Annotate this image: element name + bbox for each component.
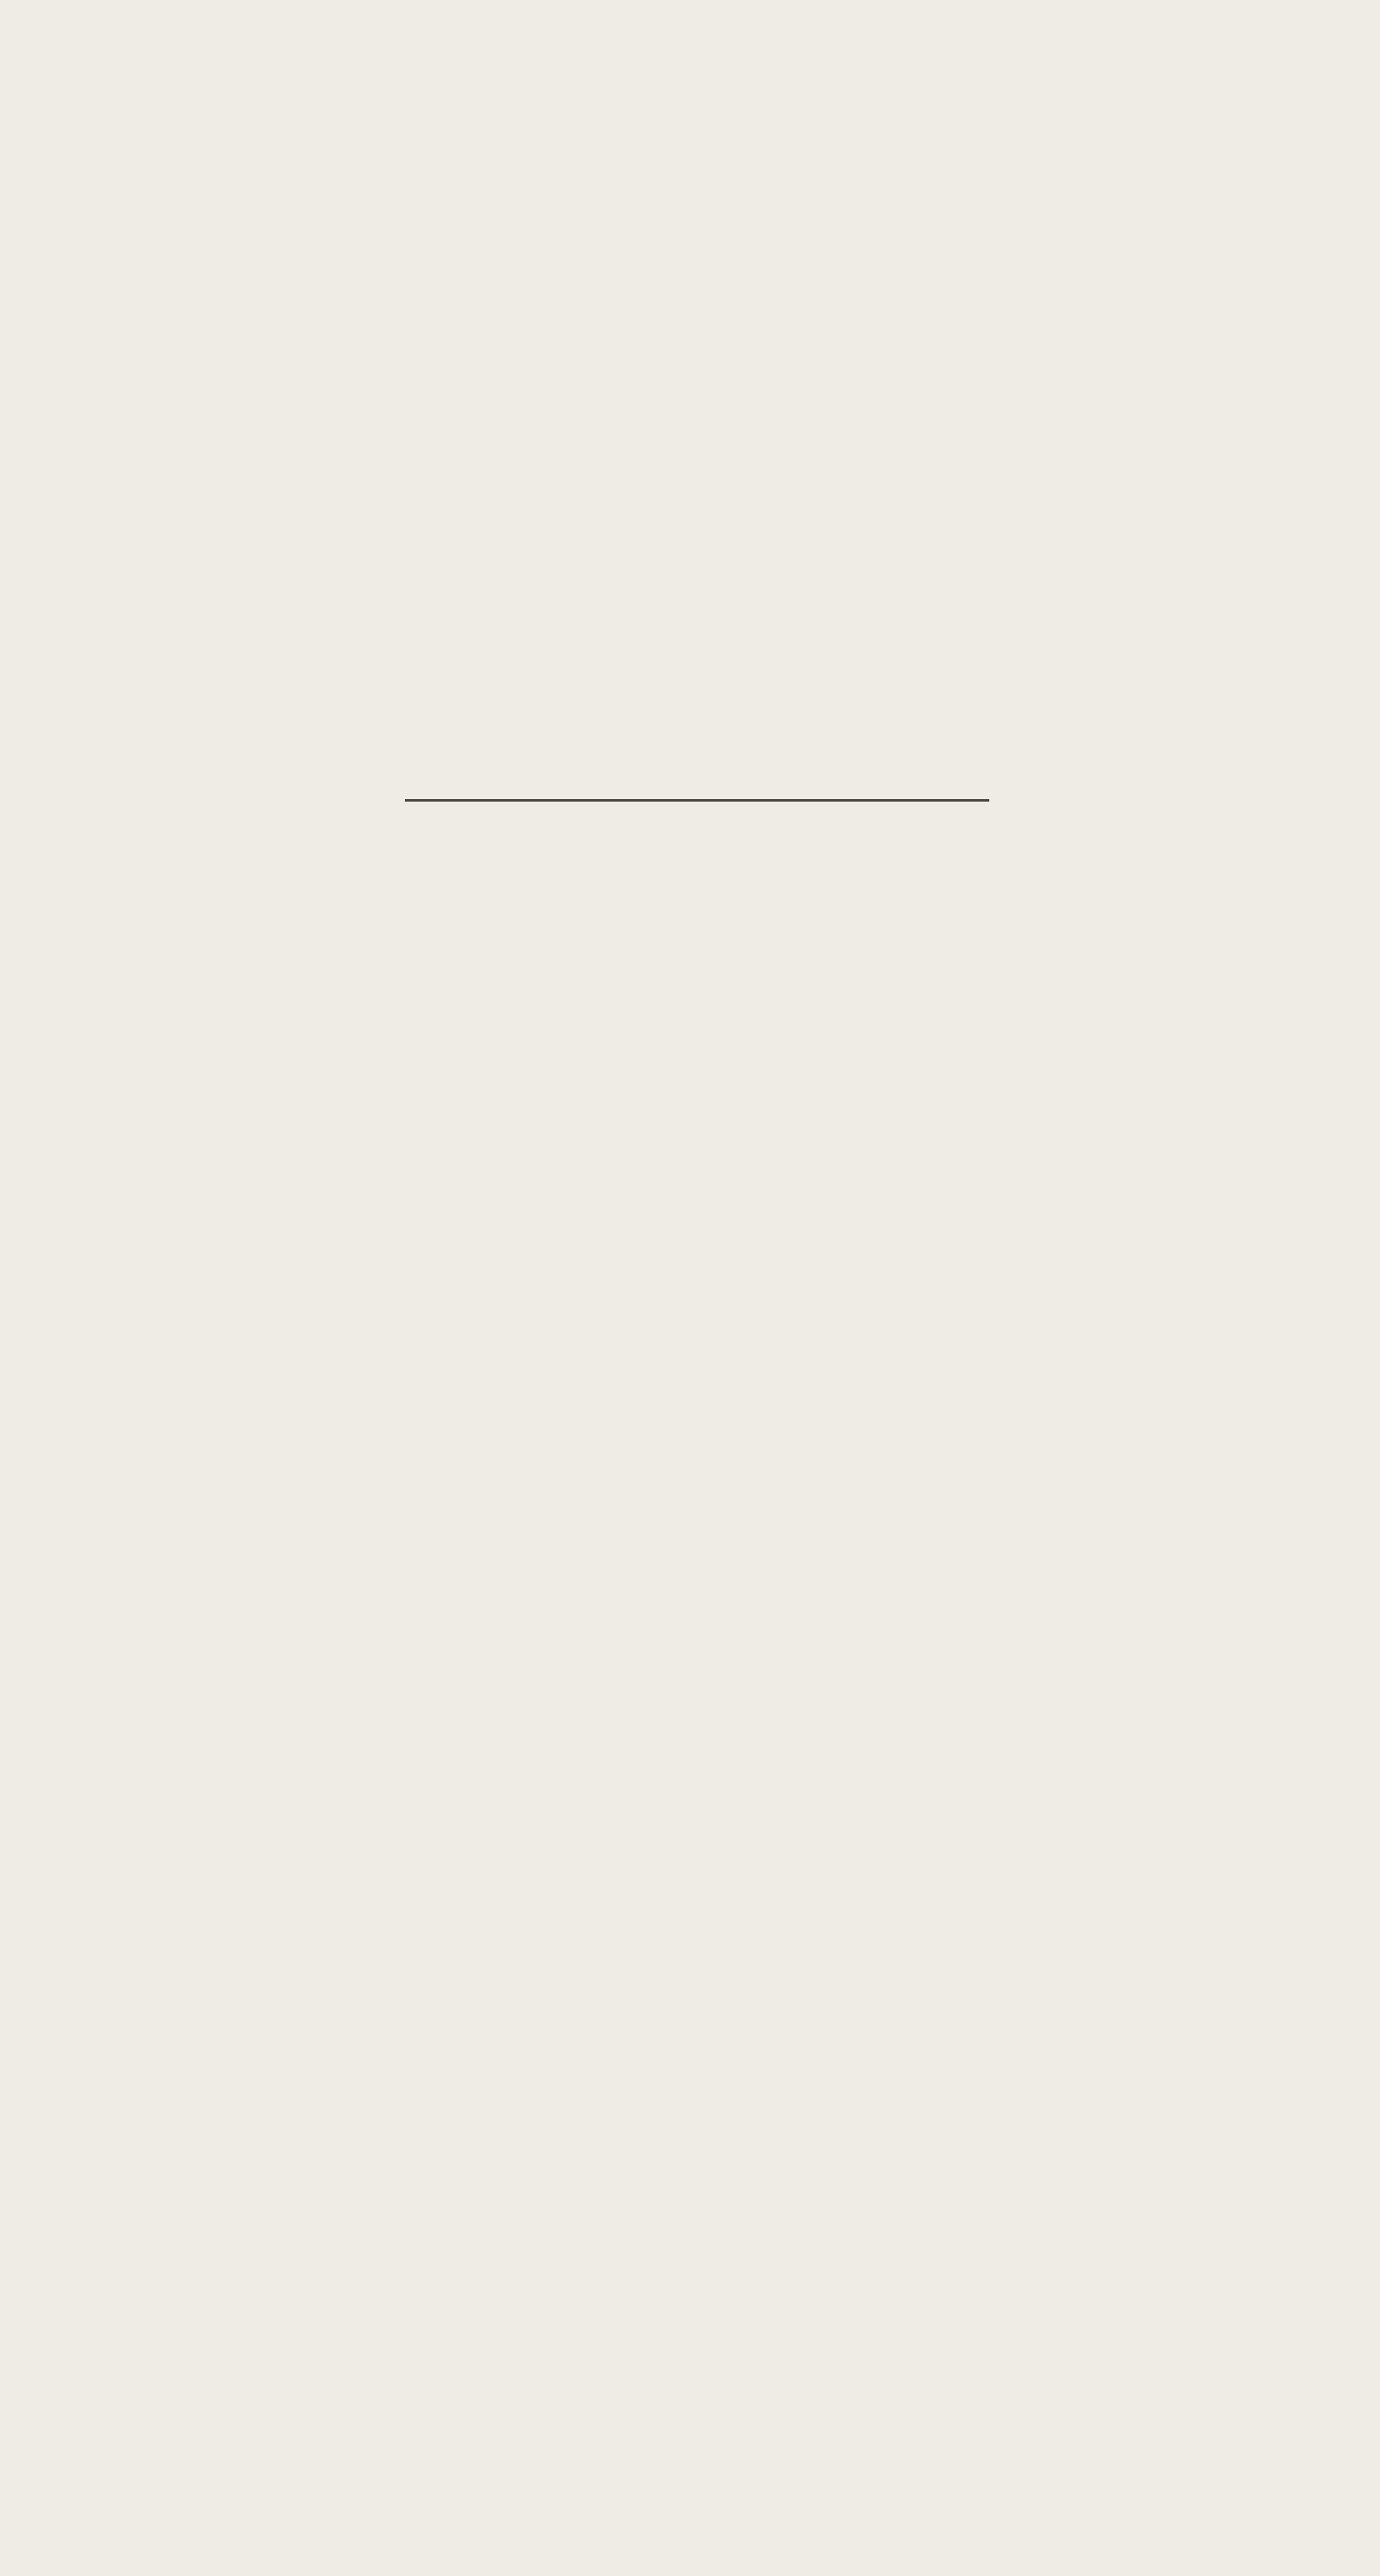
section-divider xyxy=(405,799,989,802)
